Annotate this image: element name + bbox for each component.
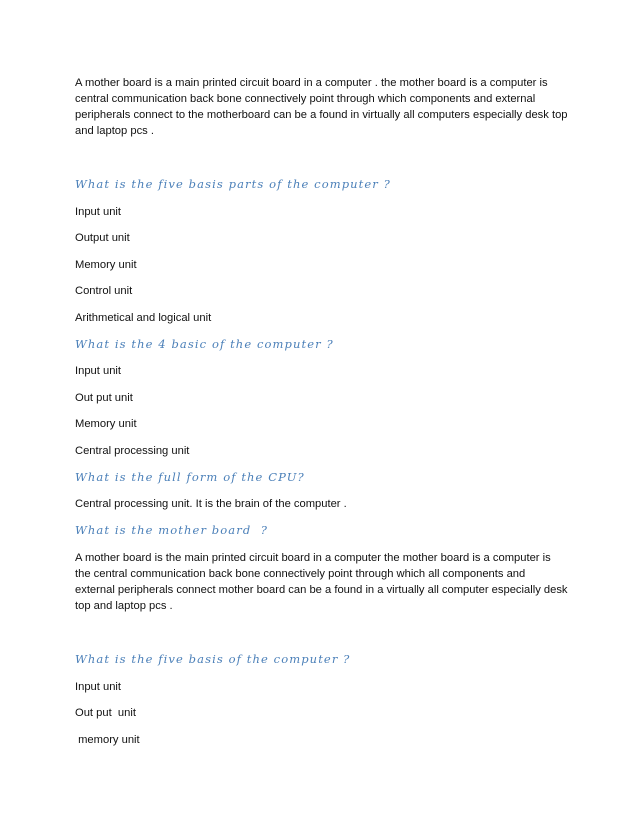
mother-board-paragraph: A mother board is the main printed circuit board in a computer the mother board is a computer is the central communication back bone connectively point through which all components and external peripherals connect mother board can be a found in a virtually all computer especially desk top and laptop pcs . xyxy=(75,552,568,612)
section-heading-four-basic: What is the 4 basic of the computer ? xyxy=(75,337,334,351)
section-heading-five-basis: What is the five basis of the computer ? xyxy=(75,652,351,666)
list-item: Control unit xyxy=(75,285,133,297)
section-heading-five-parts: What is the five basis parts of the computer ? xyxy=(75,177,391,191)
list-item: Memory unit xyxy=(75,259,137,271)
cpu-answer: Central processing unit. It is the brain of the computer . xyxy=(75,498,347,510)
list-item: Central processing unit xyxy=(75,445,190,457)
intro-paragraph: A mother board is a main printed circuit board in a computer . the mother board is a computer is central communication back bone connectively point through which components and external peripherals connect to the motherboard can be a found in virtually all computers especially desk top and laptop pcs . xyxy=(75,77,568,137)
list-item: Out put unit xyxy=(75,707,136,719)
section-heading-cpu: What is the full form of the CPU? xyxy=(75,470,305,484)
list-item: Input unit xyxy=(75,206,122,218)
list-item: Output unit xyxy=(75,232,130,244)
list-item: Input unit xyxy=(75,365,122,377)
list-item: Memory unit xyxy=(75,418,137,430)
list-item: Input unit xyxy=(75,681,122,693)
list-item: memory unit xyxy=(75,734,140,746)
list-item: Out put unit xyxy=(75,392,133,404)
section-heading-mother-board: What is the mother board ? xyxy=(75,523,269,537)
list-item: Arithmetical and logical unit xyxy=(75,312,212,324)
